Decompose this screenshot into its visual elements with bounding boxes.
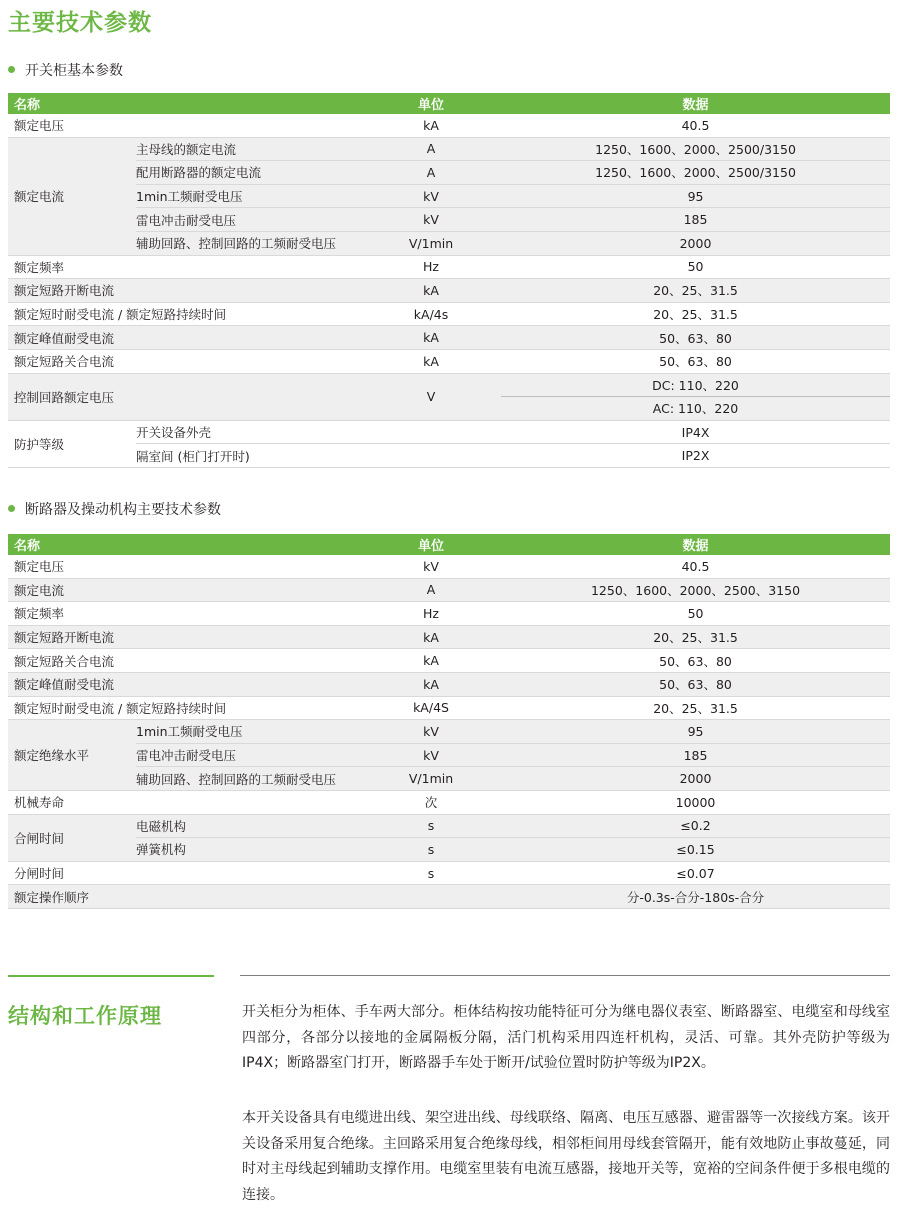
table-row: 额定频率 Hz 50 <box>8 255 890 279</box>
header-unit: 单位 <box>361 534 501 555</box>
breaker-params-table <box>8 534 890 909</box>
table-row: 额定操作顺序 分-0.3s-合分-180s-合分 <box>8 885 890 909</box>
table-row: 控制回路额定电压 V DC: 110、220 <box>8 373 890 397</box>
header-name: 名称 <box>8 534 361 555</box>
basic-params-table <box>8 93 890 468</box>
table-row: 隔室间 (柜门打开时) IP2X <box>8 444 890 468</box>
table-row: 额定短时耐受电流 / 额定短路持续时间 kA/4s 20、25、31.5 <box>8 302 890 326</box>
table-row: 雷电冲击耐受电压 kV 185 <box>8 743 890 767</box>
header-data: 数据 <box>501 93 890 114</box>
table-row: 配用断路器的额定电流 A 1250、1600、2000、2500/3150 <box>8 161 890 185</box>
table-row: 额定电压 kA 40.5 <box>8 114 890 137</box>
table-row: 雷电冲击耐受电压 kV 185 <box>8 208 890 232</box>
table-row: 额定短时耐受电流 / 额定短路持续时间 kA/4S 20、25、31.5 <box>8 696 890 720</box>
section-divider-line <box>240 975 890 976</box>
table-row: 辅助回路、控制回路的工频耐受电压 V/1min 2000 <box>8 231 890 255</box>
header-data: 数据 <box>501 534 890 555</box>
table-header-row <box>8 93 890 114</box>
table-row: 额定短路关合电流 kA 50、63、80 <box>8 649 890 673</box>
table-row: 额定短路关合电流 kA 50、63、80 <box>8 349 890 373</box>
table-row: 额定电压 kV 40.5 <box>8 555 890 578</box>
table-row: 额定电流 主母线的额定电流 A 1250、1600、2000、2500/3150 <box>8 137 890 161</box>
page-title: 主要技术参数 <box>8 10 152 36</box>
table-row: 额定短路开断电流 kA 20、25、31.5 <box>8 625 890 649</box>
header-unit: 单位 <box>361 93 501 114</box>
table-row: 合闸时间 电磁机构 s ≤0.2 <box>8 814 890 838</box>
bullet-dot-icon <box>8 505 15 512</box>
table-row: 分闸时间 s ≤0.07 <box>8 861 890 885</box>
table-row: 弹簧机构 s ≤0.15 <box>8 838 890 862</box>
table-row: 机械寿命 次 10000 <box>8 790 890 814</box>
table-header-row <box>8 534 890 555</box>
paragraph-structure: 开关柜分为柜体、手车两大部分。柜体结构按功能特征可分为继电器仪表室、断路器室、电缆室和母线室四部分，各部分以接地的金属隔板分隔，活门机构采用四连杆机构，灵活、可靠。其外壳防护等级为IP4X；断路器室门打开，断路器手车处于断开/试验位置时防护等级为IP2X。 <box>242 1004 890 1071</box>
table-row: 额定峰值耐受电流 kA 50、63、80 <box>8 672 890 696</box>
table-row: 额定短路开断电流 kA 20、25、31.5 <box>8 279 890 303</box>
table-row: AC: 110、220 <box>8 397 890 421</box>
table-row: 额定绝缘水平 1min工频耐受电压 kV 95 <box>8 720 890 744</box>
table-row: 防护等级 开关设备外壳 IP4X <box>8 420 890 444</box>
bullet-dot-icon <box>8 66 15 73</box>
section-divider-accent <box>8 975 214 977</box>
table-row: 额定峰值耐受电流 kA 50、63、80 <box>8 326 890 350</box>
table2-subtitle: 断路器及操动机构主要技术参数 <box>8 499 221 519</box>
table-row: 额定电流 A 1250、1600、2000、2500、3150 <box>8 578 890 602</box>
section-title: 结构和工作原理 <box>8 1004 162 1028</box>
header-name: 名称 <box>8 93 361 114</box>
table1-subtitle: 开关柜基本参数 <box>8 60 123 80</box>
table-row: 额定频率 Hz 50 <box>8 602 890 626</box>
table-row: 辅助回路、控制回路的工频耐受电压 V/1min 2000 <box>8 767 890 791</box>
paragraph-scheme: 本开关设备具有电缆进出线、架空进出线、母线联络、隔离、电压互感器、避雷器等一次接线方案。该开关设备采用复合绝缘。主回路采用复合绝缘母线，相邻柜间用母线套管隔开，能有效地防止事故蔓延，同时对主母线起到辅助支撑作用。电缆室里装有电流互感器，接地开关等，宽裕的空间条件便于多根电缆的连接。 <box>242 1110 890 1203</box>
table-row: 1min工频耐受电压 kV 95 <box>8 184 890 208</box>
